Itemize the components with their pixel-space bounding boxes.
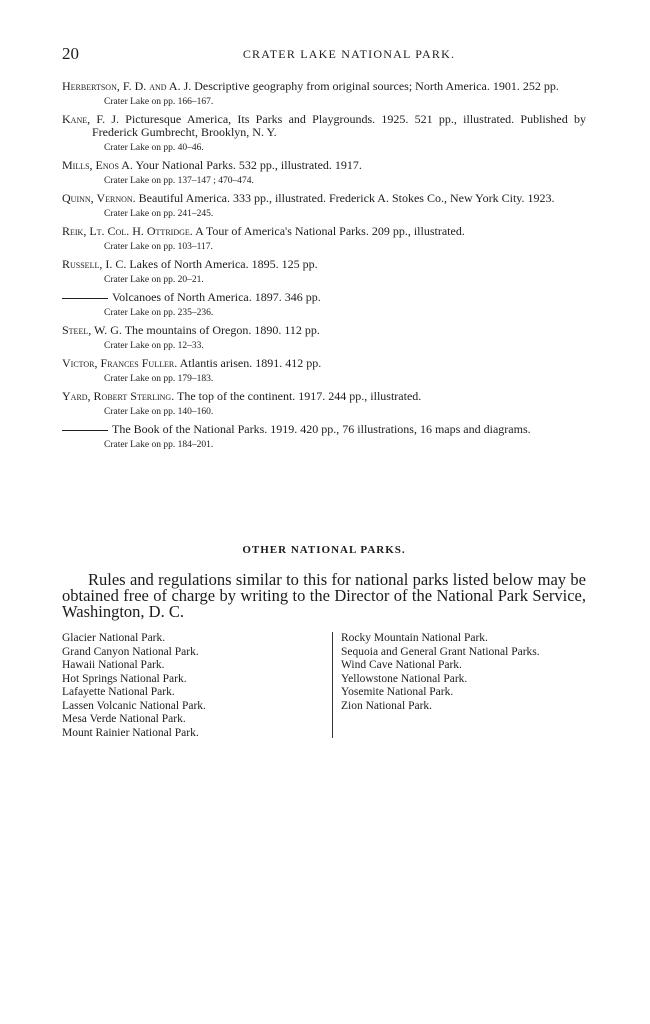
entry-citation (62, 113, 586, 139)
entry-title: The mountains of Oregon. 1890. 112 pp. (124, 323, 320, 337)
entry-author: Reik, Lt. Col. H. Ottridge. (62, 224, 193, 238)
entry-page-note: Crater Lake on pp. 241–245. (104, 209, 214, 219)
parks-left-column (62, 632, 312, 740)
entry-citation (62, 324, 586, 337)
entry-title: The Book of the National Parks. 1919. 420 pp., 76 illustrations, 16 maps and diagrams. (112, 422, 531, 436)
ditto-rule (62, 298, 108, 299)
entry-citation (62, 390, 586, 403)
bibliography-entry (62, 390, 586, 418)
entry-page-note: Crater Lake on pp. 20–21. (104, 275, 204, 285)
entry-page-note: Crater Lake on pp. 12–33. (104, 341, 204, 351)
bibliography-entry (62, 113, 586, 154)
park-item: Zion National Park. (341, 699, 433, 712)
entry-title: Your National Parks. 532 pp., illustrated. 1917. (135, 158, 362, 172)
entry-title: Lakes of North America. 1895. 125 pp. (129, 257, 318, 271)
entry-page-note: Crater Lake on pp. 184–201. (104, 440, 214, 450)
entry-author: Kane, F. J. (62, 112, 119, 126)
entry-page-note: Crater Lake on pp. 40–46. (104, 143, 204, 153)
entry-author: Herbertson, F. D. and A. J. (62, 79, 192, 93)
parks-right-column (332, 632, 595, 738)
entry-title: Beautiful America. 333 pp., illustrated. Frederick A. Stokes Co., New York City. 1923. (138, 191, 555, 205)
entry-citation (62, 80, 586, 93)
park-item: Rocky Mountain National Park. (341, 632, 488, 644)
entry-citation (62, 225, 586, 238)
entry-title: Atlantis arisen. 1891. 412 pp. (179, 356, 322, 370)
entry-page-note: Crater Lake on pp. 179–183. (104, 374, 214, 384)
park-item: Lassen Volcanic National Park. (62, 699, 206, 712)
bibliography-entry (62, 159, 586, 187)
entry-page-note: Crater Lake on pp. 166–167. (104, 97, 214, 107)
entry-page-note: Crater Lake on pp. 140–160. (104, 407, 214, 417)
park-item: Yellowstone National Park. (341, 672, 468, 685)
entry-author: Victor, Frances Fuller. (62, 356, 178, 370)
entry-citation (62, 291, 586, 304)
entry-title: The top of the continent. 1917. 244 pp., illustrated. (177, 389, 422, 403)
rules-paragraph: Rules and regulations similar to this for national parks listed below may be obtained free of charge by writing to the Director of the National Park Service, Washington, D. C. (62, 570, 586, 621)
park-item: Mesa Verde National Park. (62, 713, 186, 725)
running-head: CRATER LAKE NATIONAL PARK. (242, 47, 456, 61)
entry-author: Yard, Robert Sterling. (62, 389, 175, 403)
bibliography-entry (62, 225, 586, 253)
bibliography-entry (62, 258, 586, 286)
park-item: Hawaii National Park. (62, 659, 165, 671)
bibliography-entry (62, 357, 586, 385)
entry-author: Steel, W. G. (62, 323, 122, 337)
section-title: OTHER NATIONAL PARKS. (242, 544, 406, 556)
entry-citation (62, 159, 586, 172)
bibliography-list (62, 80, 586, 456)
park-item: Grand Canyon National Park. (62, 645, 199, 658)
entry-author: Russell, I. C. (62, 257, 127, 271)
park-item: Mount Rainier National Park. (62, 726, 199, 739)
bibliography-entry (62, 192, 586, 220)
bibliography-entry (62, 423, 586, 451)
park-item: Hot Springs National Park. (62, 672, 187, 685)
entry-citation (62, 258, 586, 271)
entry-author: Quinn, Vernon. (62, 191, 136, 205)
entry-title: Picturesque America, Its Parks and Playgrounds. 1925. 521 pp., illustrated. Published by Frederick Gumbrecht, Brooklyn, N. Y. (92, 112, 587, 139)
entry-author: Mills, Enos A. (62, 158, 133, 172)
page-number: 20 (62, 44, 79, 63)
entry-title: Descriptive geography from original sources; North America. 1901. 252 pp. (194, 79, 559, 93)
park-item: Lafayette National Park. (62, 686, 175, 698)
park-item: Glacier National Park. (62, 632, 166, 644)
park-item: Yosemite National Park. (341, 686, 454, 698)
entry-title: A Tour of America's National Parks. 209 pp., illustrated. (195, 224, 465, 238)
park-item: Sequoia and General Grant National Parks. (341, 645, 540, 658)
bibliography-entry (62, 324, 586, 352)
entry-title: Volcanoes of North America. 1897. 346 pp. (112, 290, 321, 304)
entry-citation (62, 192, 586, 205)
ditto-rule (62, 430, 108, 431)
entry-page-note: Crater Lake on pp. 137–147 ; 470–474. (104, 176, 254, 186)
bibliography-entry (62, 80, 586, 108)
page-header (62, 44, 586, 62)
entry-citation (62, 423, 586, 436)
park-item: Wind Cave National Park. (341, 659, 462, 671)
entry-citation (62, 357, 586, 370)
entry-page-note: Crater Lake on pp. 235–236. (104, 308, 214, 318)
bibliography-entry (62, 291, 586, 319)
entry-page-note: Crater Lake on pp. 103–117. (104, 242, 213, 252)
